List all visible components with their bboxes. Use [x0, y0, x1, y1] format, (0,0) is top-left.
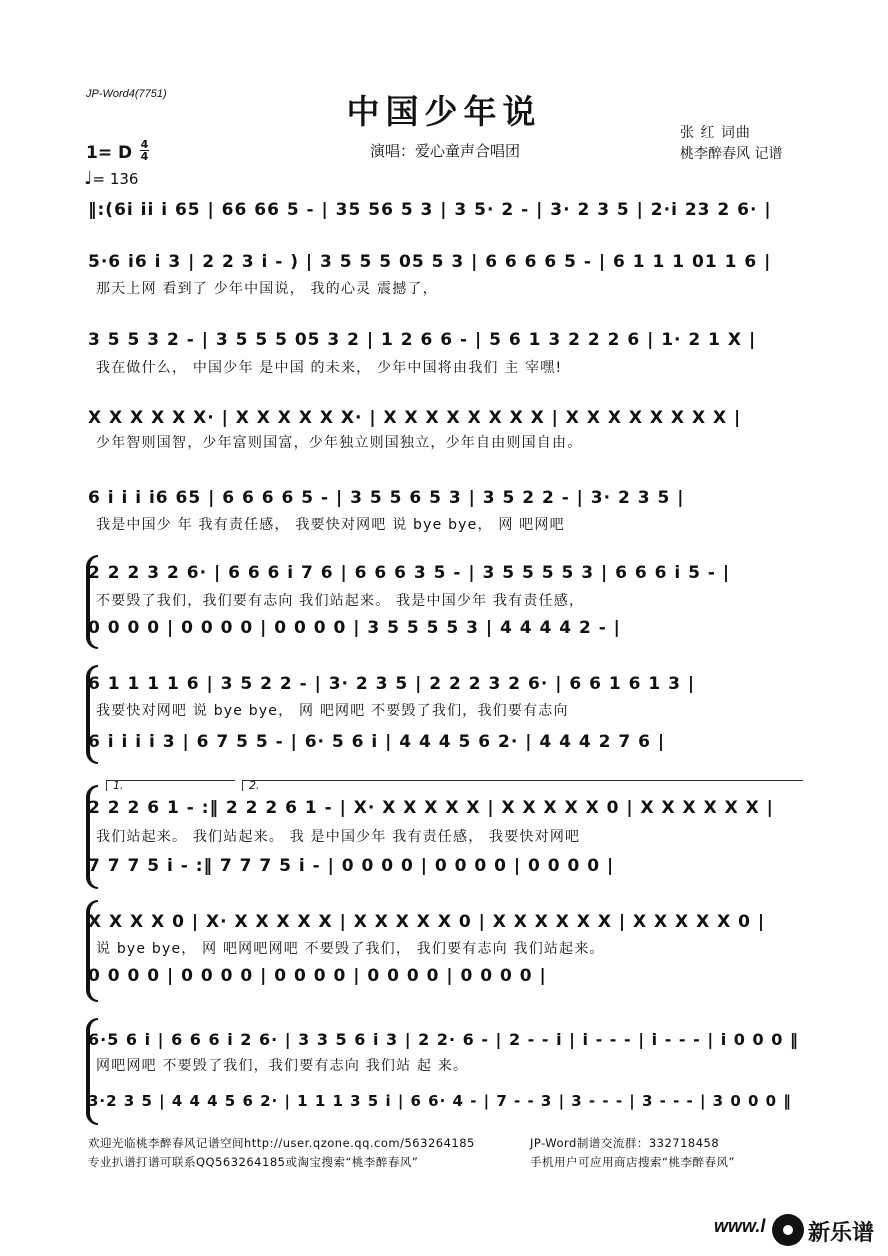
watermark-brand: 新乐谱	[808, 1221, 875, 1246]
lyric-line: 我是中国少 年 我有责任感， 我要快对网吧 说 bye bye， 网 吧网吧	[96, 517, 565, 533]
notation-line: ‖:(6i ii i 65 | 66 66 5 - | 35 56 5 3 | 3 5· 2 - | 3· 2 3 5 | 2·i 23 2 6· |	[88, 200, 772, 220]
notation-line: 3·2 3 5 | 4 4 4 5 6 2· | 1 1 1 3 5 i | 6 6· 4 - | 7 - - 3 | 3 - - - | 3 - - - | 3 0 0 0 ‖	[88, 1092, 792, 1110]
meter-top: 4	[140, 138, 149, 151]
first-ending-label: 1.	[113, 779, 124, 792]
quarter-note-icon: ♩	[84, 168, 93, 189]
meter-bottom: 4	[140, 150, 149, 163]
system-brace	[86, 1018, 98, 1125]
record-disc-icon	[772, 1214, 804, 1246]
notation-line: 2 2 2 6 1 - :‖ 2 2 2 6 1 - | X· X X X X X | X X X X X 0 | X X X X X X |	[88, 798, 774, 818]
singer-credit: 演唱：爱心童声合唱团	[370, 142, 521, 160]
notation-line: 6·5 6 i | 6 6 6 i 2 6· | 3 3 5 6 i 3 | 2 2· 6 - | 2 - - i | i - - - | i - - - | i 0 0 0 ‖	[88, 1030, 799, 1049]
system-brace	[86, 555, 98, 649]
lyric-line: 我在做什么， 中国少年 是中国 的未来， 少年中国将由我们 主 宰嘿!	[96, 360, 563, 376]
transcriber-credit: 桃李醉春风 记谱	[680, 146, 783, 162]
watermark-url: www.l	[714, 1216, 766, 1236]
lyric-line: 说 bye bye， 网 吧网吧网吧 不要毁了我们， 我们要有志向 我们站起来。	[96, 941, 605, 957]
notation-line: 6 i i i i6 65 | 6 6 6 6 5 - | 3 5 5 6 5 3 | 3 5 2 2 - | 3· 2 3 5 |	[88, 488, 685, 508]
second-ending-bracket	[242, 780, 803, 791]
footer-app: 手机用户可应用商店搜索“桃李醉春风”	[530, 1155, 735, 1169]
system-brace	[86, 900, 98, 1002]
footer-group: JP-Word制谱交流群：332718458	[530, 1136, 720, 1150]
footer-contact: 专业扒谱打谱可联系QQ563264185或淘宝搜索“桃李醉春风”	[88, 1155, 419, 1169]
key-signature: 1= D	[86, 143, 133, 163]
lyric-line: 我要快对网吧 说 bye bye， 网 吧网吧 不要毁了我们，我们要有志向	[96, 703, 569, 719]
software-label: JP-Word4(7751)	[86, 88, 167, 100]
notation-line: 6 i i i i 3 | 6 7 5 5 - | 6· 5 6 i | 4 4 4 5 6 2· | 4 4 4 2 7 6 |	[88, 732, 666, 752]
lyric-line: 不要毁了我们，我们要有志向 我们站起来。 我是中国少年 我有责任感，	[96, 593, 585, 609]
song-title: 中国少年说	[346, 92, 542, 131]
lyric-line: 那天上网 看到了 少年中国说， 我的心灵 震撼了，	[96, 281, 438, 297]
notation-line: 0 0 0 0 | 0 0 0 0 | 0 0 0 0 | 0 0 0 0 | 0 0 0 0 |	[88, 966, 547, 986]
notation-line: 3 5 5 3 2 - | 3 5 5 5 05 3 2 | 1 2 6 6 - | 5 6 1 3 2 2 2 6 | 1· 2 1 X |	[88, 330, 757, 350]
notation-line: 7 7 7 5 i - :‖ 7 7 7 5 i - | 0 0 0 0 | 0 0 0 0 | 0 0 0 0 |	[88, 856, 615, 876]
notation-line: 5·6 i6 i 3 | 2 2 3 i - ) | 3 5 5 5 05 5 3 | 6 6 6 6 5 - | 6 1 1 1 01 1 6 |	[88, 252, 772, 272]
notation-line: X X X X X X· | X X X X X X· | X X X X X X X X | X X X X X X X X |	[88, 408, 742, 428]
tempo-marking	[84, 168, 138, 189]
second-ending-label: 2.	[249, 779, 260, 792]
system-brace	[86, 665, 98, 764]
notation-line: 0 0 0 0 | 0 0 0 0 | 0 0 0 0 | 3 5 5 5 5 3 | 4 4 4 4 2 - |	[88, 618, 621, 638]
notation-line: 2 2 2 3 2 6· | 6 6 6 i 7 6 | 6 6 6 3 5 - | 3 5 5 5 5 3 | 6 6 6 i 5 - |	[88, 563, 731, 583]
first-ending-bracket	[106, 780, 235, 791]
notation-line: X X X X 0 | X· X X X X X | X X X X X 0 | X X X X X X | X X X X X 0 |	[88, 912, 766, 932]
tempo-value: = 136	[92, 170, 139, 188]
system-brace	[86, 785, 98, 889]
lyric-line: 我们站起来。 我们站起来。 我 是中国少年 我有责任感， 我要快对网吧	[96, 829, 581, 845]
notation-line: 6 1 1 1 1 6 | 3 5 2 2 - | 3· 2 3 5 | 2 2 2 3 2 6· | 6 6 1 6 1 3 |	[88, 674, 696, 694]
lyricist-credit: 张 红 词曲	[680, 125, 751, 141]
lyric-line: 网吧网吧 不要毁了我们，我们要有志向 我们站 起 来。	[96, 1058, 469, 1074]
time-signature	[140, 139, 149, 162]
lyric-line: 少年智则国智，少年富则国富，少年独立则国独立，少年自由则国自由。	[96, 435, 583, 451]
footer-website: 欢迎光临桃李醉春风记谱空间http://user.qzone.qq.com/563264185	[88, 1136, 475, 1150]
